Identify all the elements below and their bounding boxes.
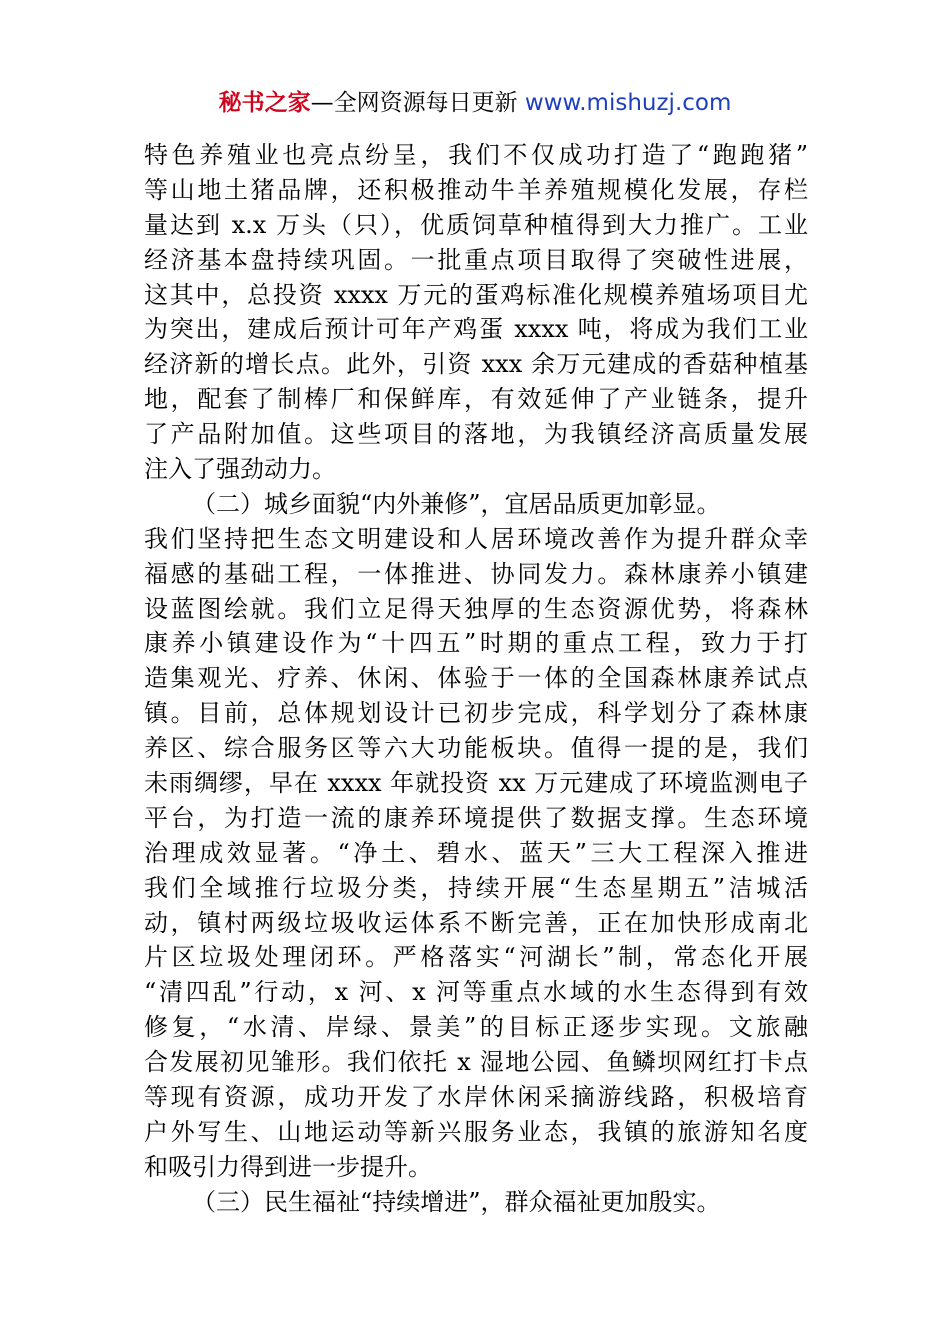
text-line: 康养小镇建设作为“十四五”时期的重点工程，致力于打 [144,629,808,658]
text-line: 治理成效显著。“净土、碧水、蓝天”三大工程深入推进 [144,838,808,867]
text-line: 特色养殖业也亮点纷呈，我们不仅成功打造了“跑跑猪” [144,141,808,169]
text-line: 未雨绸缪，早在 xxxx 年就投资 xx 万元建成了环境监测电子 [144,769,808,798]
site-brand: 秘书之家 [218,90,311,116]
text-line: 片区垃圾处理闭环。严格落实“河湖长”制，常态化开展 [144,943,808,972]
text-line: 动，镇村两级垃圾收运体系不断完善，正在加快形成南北 [144,908,808,937]
text-line: 福感的基础工程，一体推进、协同发力。森林康养小镇建 [144,559,808,588]
document-body [144,138,808,1220]
page-header [0,86,950,120]
text-line: 合发展初见雏形。我们依托 x 湿地公园、鱼鳞坝网红打卡点 [144,1048,808,1077]
text-line: 修复，“水清、岸绿、景美”的目标正逐步实现。文旅融 [144,1013,808,1042]
text-line: 等山地土猪品牌，还积极推动牛羊养殖规模化发展，存栏 [144,175,808,204]
text-line: 镇。目前，总体规划设计已初步完成，科学划分了森林康 [144,699,808,728]
text-line: 平台，为打造一流的康养环境提供了数据支撑。生态环境 [144,803,808,832]
text-line: 我们坚持把生态文明建设和人居环境改善作为提升群众幸 [144,524,808,553]
text-line: 为突出，建成后预计可年产鸡蛋 xxxx 吨，将成为我们工业 [144,315,808,344]
text-line: 这其中，总投资 xxxx 万元的蛋鸡标准化规模养殖场项目尤 [144,280,808,309]
text-line: 我们全域推行垃圾分类，持续开展“生态星期五”洁城活 [144,873,808,902]
text-line: 量达到 x.x 万头（只），优质饲草种植得到大力推广。工业 [144,210,808,239]
text-line: 等现有资源，成功开发了水岸休闲采摘游线路，积极培育 [144,1083,808,1112]
text-line: 注入了强劲动力。 [144,455,336,484]
text-line: 设蓝图绘就。我们立足得天独厚的生态资源优势，将森林 [144,594,808,623]
section-heading-2: （二）城乡面貌“内外兼修”，宜居品质更加彰显。 [192,489,721,518]
text-line: 和吸引力得到进一步提升。 [144,1152,432,1181]
text-line: 了产品附加值。这些项目的落地，为我镇经济高质量发展 [144,420,808,449]
text-line: 地，配套了制棒厂和保鲜库，有效延伸了产业链条，提升 [144,385,808,414]
site-tagline: —全网资源每日更新 [310,90,525,116]
text-line: 户外写生、山地运动等新兴服务业态，我镇的旅游知名度 [144,1117,808,1146]
text-line: 经济新的增长点。此外，引资 xxx 余万元建成的香菇种植基 [144,350,808,379]
text-line: “清四乱”行动，x 河、x 河等重点水域的水生态得到有效 [144,978,808,1007]
text-line: 养区、综合服务区等六大功能板块。值得一提的是，我们 [144,734,808,763]
site-url[interactable]: www.mishuzj.com [524,90,732,116]
section-heading-3: （三）民生福祉“持续增进”，群众福祉更加殷实。 [192,1187,721,1216]
text-line: 经济基本盘持续巩固。一批重点项目取得了突破性进展， [144,245,808,274]
text-line: 造集观光、疗养、休闲、体验于一体的全国森林康养试点 [144,664,808,693]
